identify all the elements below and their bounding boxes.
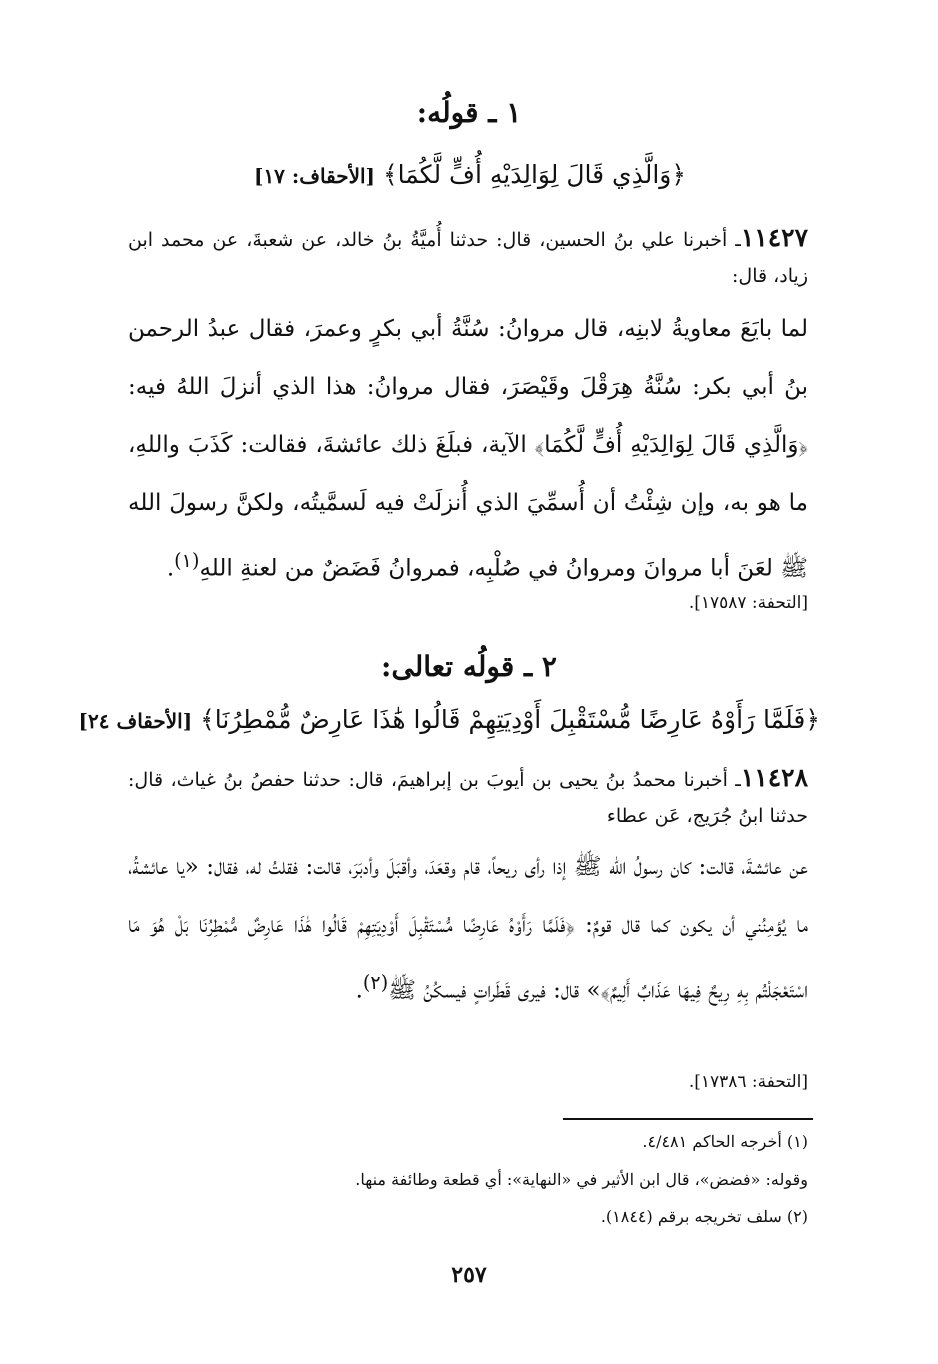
hadith-1-text: لما بايَعَ معاويةُ لابنِه، قال مروانُ: سُنَّةُ أبي بكرٍ وعمرَ، فقال عبدُ الرحمن بنُ أبي بكر: سُنَّةُ هِرَقْلَ وقَيْصَرَ، فقال مروانُ: هذا الذي أنزلَ اللهُ فيه: ﴿وَالَّذِي قَالَ لِوَالِدَيْهِ أُفٍّ لَّكُمَا﴾ الآية، فبلَغَ ذلك عائشةَ، فقالت: كَذَبَ واللهِ، ما هو به، وإن شِئْتُ أن أُسمِّيَ الذي أُنزلَتْ فيه لَسمَّيتُه، ولكنَّ رسولَ الله ﷺ لعَنَ أبا مروانَ ومروانُ في صُلْبِه، فمروانُ فَضَضٌ من لعنةِ اللهِ$^{(١)}$. <box>128 316 808 582</box>
footnote-marker: (١) <box>174 549 200 572</box>
footnote-1-note: وقوله: «فضض»، قال ابن الأثير في «النهاية»: أي قطعة وطائفة منها. <box>355 1170 808 1189</box>
footnote-marker: (٢) <box>362 971 389 994</box>
section-1-heading: ١ ـ قولُه: <box>416 96 522 129</box>
section-2-ref: [التحفة: ١٧٣٨٦]. <box>688 1072 808 1092</box>
hadith-2-chain <box>128 760 808 834</box>
section-1-verse <box>120 160 820 189</box>
chain-text: ـ أخبرنا علي بنُ الحسين، قال: حدثنا أُميَّةُ بنُ خالد، عن شعبةَ، عن محمد ابن زياد، قال: <box>128 229 808 287</box>
footnote-divider <box>563 1118 813 1120</box>
hadith-number: ١١٤٢٧ <box>740 223 808 252</box>
section-1-ref: [التحفة: ١٧٥٨٧]. <box>688 593 808 613</box>
hadith-text: لما بايَعَ معاويةُ لابنِه، قال مروانُ: سُنَّةُ أبي بكرٍ وعمرَ، فقال عبدُ الرحمن بنُ أبي بكر: سُنَّةُ هِرَقْلَ وقَيْصَرَ، فقال مروانُ: هذا الذي أنزلَ اللهُ فيه: ﴿وَالَّذِي قَالَ لِوَالِدَيْهِ أُفٍّ لَّكُمَا﴾ الآية، فبلَغَ ذلك عائشةَ، فقالت: كَذَبَ واللهِ، ما هو به، وإن شِئْتُ أن أُسمِّيَ الذي أُنزلَتْ فيه لَسمَّيتُه، ولكنَّ رسولَ الله ﷺ لعَنَ أبا مروانَ ومروانُ في صُلْبِه، فمروانُ فَضَضٌ من لعنةِ اللهِ <box>128 316 808 582</box>
hadith-1-chain <box>128 220 808 294</box>
section-2-verse <box>78 705 820 734</box>
chain-text: ـ أخبرنا محمدُ بنُ يحيى بن أيوبَ بن إبراهيمَ، قال: حدثنا حفصُ بنُ غياث، قال: حدثنا ابنُ جُرَيج، عَن عطاء <box>128 769 808 827</box>
section-2-heading: ٢ ـ قولُه تعالى: <box>381 650 557 683</box>
footnote-2: (٢) سلف تخريجه برقم (١٨٤٤). <box>600 1207 808 1226</box>
verse-source: [الأحقاف ٢٤] <box>78 709 193 733</box>
footnote-1: (١) أخرجه الحاكم ٤/٤٨١. <box>642 1132 808 1151</box>
verse-text: ﴿وَالَّذِي قَالَ لِوَالِدَيْهِ أُفٍّ لَّكُمَا﴾ <box>382 160 687 189</box>
verse-source: [الأحقاف: ١٧] <box>253 164 375 188</box>
page-number: ٢٥٧ <box>451 1262 487 1288</box>
hadith-number: ١١٤٢٨ <box>740 763 808 792</box>
hadith-text: عن عائشةَ، قالت: كان رسولُ الله ﷺ إذا رأى ريحاً، قام وقعَدَ، وأقبَلَ وأدبَرَ، قالت: فقلتُ له، فقال: «يا عائشةُ، ما يُؤمِنُني أن يكون كما قال قومٌ: ﴿فَلَمَّا رَأَوْهُ عَارِضًا مُّسْتَقْبِلَ أَوْدِيَتِهِمْ قَالُوا هَٰذَا عَارِضٌ مُّمْطِرُنَا بَلْ هُوَ مَا اسْتَعْجَلْتُم بِهِ رِيحٌ فِيهَا عَذَابٌ أَلِيمٌ﴾» قال: فيرى قَطَراتٍ فيسكُنُ ﷺ <box>128 854 808 1004</box>
hadith-2-text: عن عائشةَ، قالت: كان رسولُ الله ﷺ إذا رأى ريحاً، قام وقعَدَ، وأقبَلَ وأدبَرَ، قالت: فقلتُ له، فقال: «يا عائشةُ، ما يُؤمِنُني أن يكون كما قال قومٌ: ﴿فَلَمَّا رَأَوْهُ عَارِضًا مُّسْتَقْبِلَ أَوْدِيَتِهِمْ قَالُوا هَٰذَا عَارِضٌ مُّمْطِرُنَا بَلْ هُوَ مَا اسْتَعْجَلْتُم بِهِ رِيحٌ فِيهَا عَذَابٌ أَلِيمٌ﴾» قال: فيرى قَطَراتٍ فيسكُنُ ﷺ$^{(٢)}$. <box>128 854 808 1004</box>
verse-text: ﴿فَلَمَّا رَأَوْهُ عَارِضًا مُّسْتَقْبِلَ أَوْدِيَتِهِمْ قَالُوا هَٰذَا عَارِضٌ مُّمْطِرُنَا﴾ <box>200 705 820 734</box>
